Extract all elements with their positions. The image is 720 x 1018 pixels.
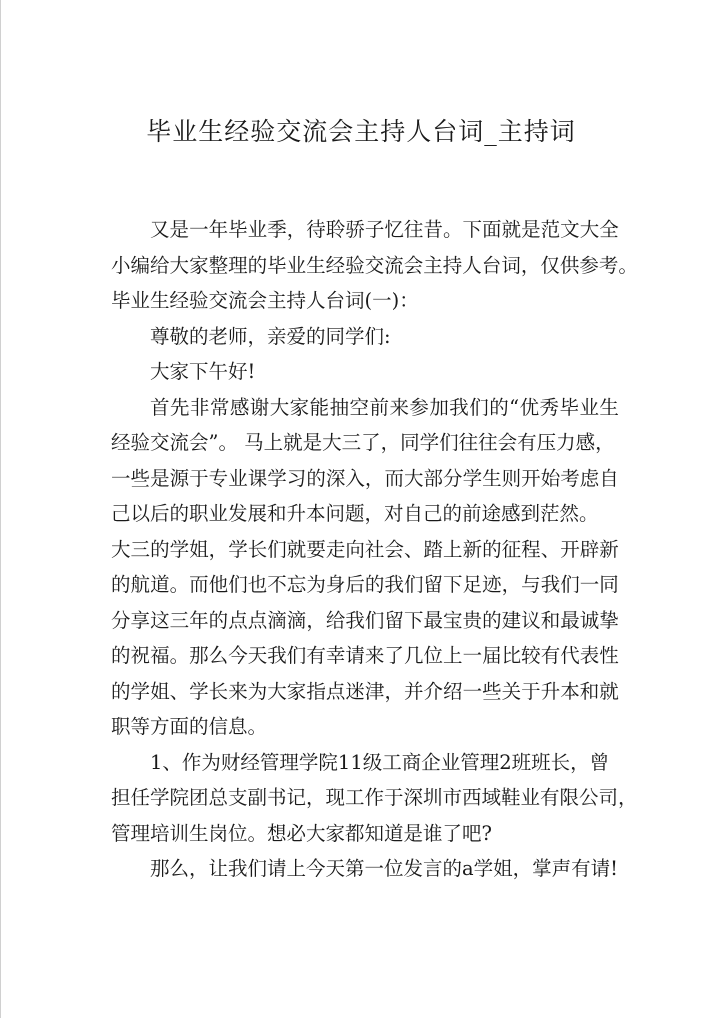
text-line: 首 先 非 常 感 谢 大 家 能 抽 空 前 来 参 加 我 们 的 “ 优 秀 毕 业 生 (150, 395, 619, 419)
text-line: 分 享 这 三 年 的 点 点 滴 滴 ， 给 我 们 留 下 最 宝 贵 的 建 议 和 最 诚 挚 (111, 608, 619, 632)
text-line: 经验交流会”。 马上就是大三了，同学们往往会有压力感， (111, 431, 615, 454)
text-line: 职等方面的信息。 (111, 715, 268, 738)
text-line: 一 些 是 源 于 专 业 课 学 习 的 深 入 ， 而 大 部 分 学 生 则 开 始 考 虑 自 (111, 466, 619, 490)
text-line: 1、作为财经管理学院11级工商企业管理2班班长，曾 (150, 750, 610, 774)
text-line: 那么，让我们请上今天第一位发言的a学姐，掌声有请! (150, 857, 618, 880)
text-line: 大 三 的 学 姐 ， 学 长 们 就 要 走 向 社 会 、 踏 上 新 的 征 程 、 开 辟 新 (111, 537, 619, 561)
text-line: 又 是 一 年 毕 业 季 ， 待 聆 骄 子 忆 往 昔 。 下 面 就 是 范 文 大 全 (150, 218, 619, 241)
document-title: 毕业生经验交流会主持人台词_主持词 (146, 117, 576, 146)
text-line: 毕业生经验交流会主持人台词(一)： (111, 289, 419, 312)
text-line: 尊敬的老师，亲爱的同学们: (150, 324, 391, 348)
document-body (111, 214, 638, 884)
text-line: 的 航 道 。 而 他 们 也 不 忘 为 身 后 的 我 们 留 下 足 迹 ， 与 我 们 一 同 (111, 573, 619, 596)
text-line: 小 编 给 大 家 整 理 的 毕 业 生 经 验 交 流 会 主 持 人 台 词 ， 仅 供 参 考 。 (111, 253, 638, 277)
text-line: 的 祝 福 。 那 么 今 天 我 们 有 幸 请 来 了 几 位 上 一 届 比 较 有 代 表 性 (111, 644, 619, 667)
text-line: 担任学院团总支副书记，现工作于深圳市西域鞋业有限公司， (111, 786, 638, 809)
text-line: 大家下午好! (150, 360, 256, 383)
text-line: 管理培训生岗位。想必大家都知道是谁了吧? (111, 821, 492, 845)
text-line: 己以后的职业发展和升本问题，对自己的前途感到茫然。 (111, 502, 599, 525)
text-line: 的 学 姐 、 学 长 来 为 大 家 指 点 迷 津 ， 并 介 绍 一 些 关 于 升 本 和 就 (111, 679, 619, 703)
